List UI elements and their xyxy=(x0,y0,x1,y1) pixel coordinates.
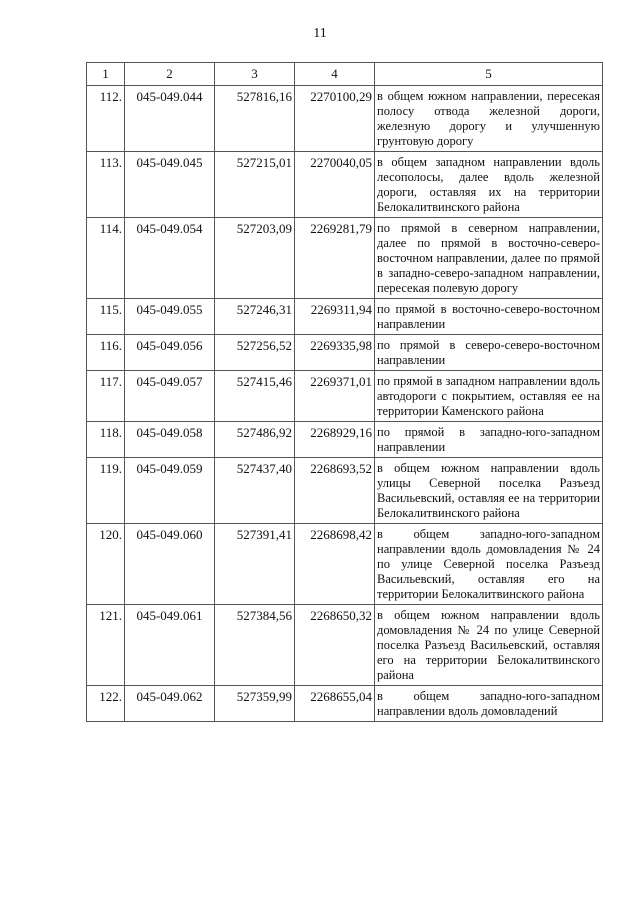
table-row xyxy=(87,371,603,422)
coordinate-y: 2268698,42 xyxy=(295,524,375,605)
point-code: 045-049.054 xyxy=(125,218,215,299)
boundary-description: по прямой в северо-северо-восточном направлении xyxy=(375,335,603,371)
point-code: 045-049.057 xyxy=(125,371,215,422)
coordinate-x: 527437,40 xyxy=(215,458,295,524)
point-code: 045-049.058 xyxy=(125,422,215,458)
row-number: 116. xyxy=(87,335,125,371)
boundary-description: по прямой в восточно-северо-восточном направлении xyxy=(375,299,603,335)
row-number: 121. xyxy=(87,605,125,686)
row-number: 115. xyxy=(87,299,125,335)
table-row xyxy=(87,422,603,458)
point-code: 045-049.056 xyxy=(125,335,215,371)
row-number: 120. xyxy=(87,524,125,605)
boundary-description: по прямой в западно-юго-западном направлении xyxy=(375,422,603,458)
table-row xyxy=(87,605,603,686)
row-number: 117. xyxy=(87,371,125,422)
point-code: 045-049.061 xyxy=(125,605,215,686)
row-number: 119. xyxy=(87,458,125,524)
page-number: 11 xyxy=(313,26,327,41)
table-row xyxy=(87,299,603,335)
coordinate-y: 2269335,98 xyxy=(295,335,375,371)
coordinate-y: 2268650,32 xyxy=(295,605,375,686)
table-row xyxy=(87,524,603,605)
boundary-description: в общем западно-юго-западном направлении вдоль домовладения № 24 по улице Северной поселка Разъезд Васильевский, оставляя его на территории Белокалитвинского района xyxy=(375,524,603,605)
point-code: 045-049.060 xyxy=(125,524,215,605)
column-header-2: 2 xyxy=(125,63,215,86)
coordinate-x: 527203,09 xyxy=(215,218,295,299)
boundary-points-table xyxy=(86,62,603,722)
coordinate-y: 2270100,29 xyxy=(295,86,375,152)
boundary-description: в общем западно-юго-западном направлении вдоль домовладений xyxy=(375,686,603,722)
point-code: 045-049.055 xyxy=(125,299,215,335)
row-number: 118. xyxy=(87,422,125,458)
column-header-1: 1 xyxy=(87,63,125,86)
coordinate-x: 527391,41 xyxy=(215,524,295,605)
point-code: 045-049.045 xyxy=(125,152,215,218)
boundary-description: в общем южном направлении вдоль домовладения № 24 по улице Северной поселка Разъезд Васильевский, оставляя его на территории Белокалитвинского района xyxy=(375,605,603,686)
point-code: 045-049.059 xyxy=(125,458,215,524)
coordinate-x: 527816,16 xyxy=(215,86,295,152)
boundary-description: по прямой в северном направлении, далее по прямой в восточно-северо-восточном направлении, далее по прямой в западно-северо-западном направлении, пересекая полевую дорогу xyxy=(375,218,603,299)
column-header-3: 3 xyxy=(215,63,295,86)
coordinate-x: 527256,52 xyxy=(215,335,295,371)
coordinate-x: 527359,99 xyxy=(215,686,295,722)
row-number: 113. xyxy=(87,152,125,218)
table-row xyxy=(87,86,603,152)
row-number: 114. xyxy=(87,218,125,299)
boundary-description: в общем южном направлении вдоль улицы Северной поселка Разъезд Васильевский, оставляя ее на территории Белокалитвинского района xyxy=(375,458,603,524)
row-number: 112. xyxy=(87,86,125,152)
boundary-description: в общем западном направлении вдоль лесополосы, далее вдоль железной дороги, оставляя их на территории Белокалитвинского района xyxy=(375,152,603,218)
coordinate-y: 2269281,79 xyxy=(295,218,375,299)
table-row xyxy=(87,458,603,524)
column-header-5: 5 xyxy=(375,63,603,86)
boundary-description: в общем южном направлении, пересекая полосу отвода железной дороги, железную дорогу и улучшенную грунтовую дорогу xyxy=(375,86,603,152)
table-row xyxy=(87,218,603,299)
column-header-4: 4 xyxy=(295,63,375,86)
point-code: 045-049.044 xyxy=(125,86,215,152)
coordinate-y: 2268655,04 xyxy=(295,686,375,722)
coordinate-x: 527246,31 xyxy=(215,299,295,335)
coordinate-x: 527384,56 xyxy=(215,605,295,686)
coordinate-y: 2269311,94 xyxy=(295,299,375,335)
table-row xyxy=(87,335,603,371)
table-row xyxy=(87,686,603,722)
coordinate-y: 2269371,01 xyxy=(295,371,375,422)
coordinate-x: 527486,92 xyxy=(215,422,295,458)
coordinate-y: 2268929,16 xyxy=(295,422,375,458)
coordinate-x: 527215,01 xyxy=(215,152,295,218)
table-row xyxy=(87,152,603,218)
coordinate-y: 2270040,05 xyxy=(295,152,375,218)
row-number: 122. xyxy=(87,686,125,722)
coordinate-y: 2268693,52 xyxy=(295,458,375,524)
table-header-row xyxy=(87,63,603,86)
boundary-description: по прямой в западном направлении вдоль автодороги с покрытием, оставляя ее на территории Каменского района xyxy=(375,371,603,422)
point-code: 045-049.062 xyxy=(125,686,215,722)
coordinate-x: 527415,46 xyxy=(215,371,295,422)
